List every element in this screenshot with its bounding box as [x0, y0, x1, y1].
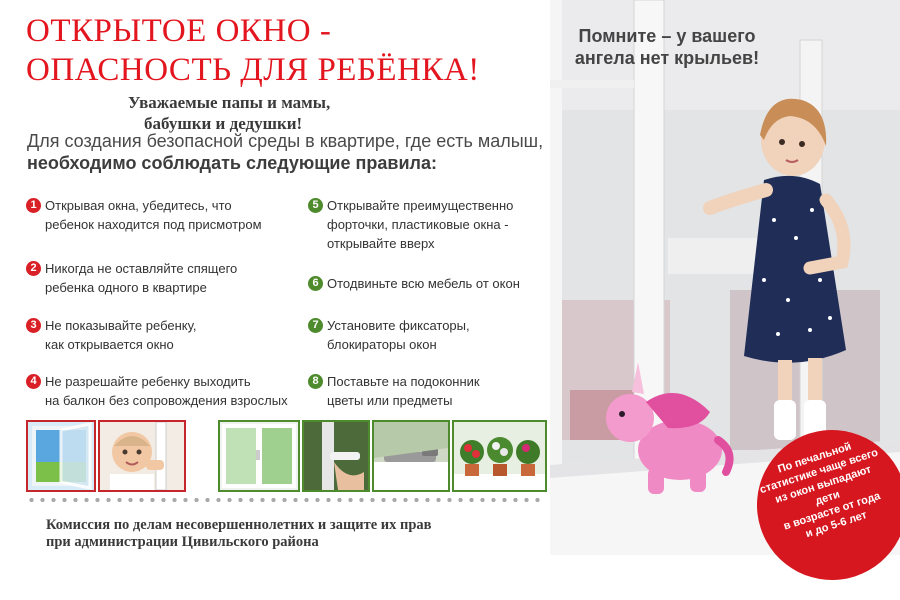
rule-item-2 — [26, 259, 286, 297]
footer-line-2: при администрации Цивильского района — [46, 534, 319, 550]
rule-item-4 — [26, 372, 296, 410]
statistics-badge: По печальной статистике чаще всего из окон выпадают дети в возрасте от года и до 5-6 лет — [737, 410, 900, 599]
rule-item-3 — [26, 316, 286, 354]
footer-line-1: Комиссия по делам несовершеннолетних и защите их прав — [46, 517, 432, 533]
rule-text: Не показывайте ребенку, как открывается окно — [45, 318, 197, 352]
title-line-1: ОТКРЫТОЕ ОКНО - — [26, 13, 332, 49]
rule-number-badge: 3 — [26, 318, 41, 333]
rule-text: Не разрешайте ребенку выходить на балкон без сопровождения взрослых — [45, 374, 288, 408]
intro-text — [27, 130, 547, 174]
poster-title — [26, 12, 546, 90]
flowers-on-windowsill-photo — [452, 420, 547, 492]
rule-text: Поставьте на подоконник цветы или предметы — [327, 374, 480, 408]
rule-number-badge: 4 — [26, 374, 41, 389]
footer-organization — [46, 517, 546, 551]
remember-slogan — [562, 25, 772, 69]
greeting-line-2: бабушки и дедушки! — [144, 114, 303, 133]
dotted-divider — [26, 497, 546, 503]
window-limiter-photo — [372, 420, 450, 492]
rule-item-1 — [26, 196, 286, 234]
greeting — [128, 92, 448, 134]
window-lock-photo — [302, 420, 370, 492]
greeting-line-1: Уважаемые папы и мамы, — [128, 93, 331, 112]
photo-strip-danger — [26, 420, 186, 492]
open-window-photo — [26, 420, 96, 492]
rule-number-badge: 7 — [308, 318, 323, 333]
intro-line-2: необходимо соблюдать следующие правила: — [27, 153, 437, 173]
rule-text: Никогда не оставляйте спящего ребенка одного в квартире — [45, 261, 238, 295]
rule-number-badge: 6 — [308, 276, 323, 291]
rule-item-6 — [308, 274, 548, 293]
rule-item-5 — [308, 196, 548, 253]
photo-strip-safety — [218, 420, 547, 492]
rule-item-7 — [308, 316, 548, 354]
title-line-2: ОПАСНОСТЬ ДЛЯ РЕБЁНКА! — [26, 52, 480, 88]
rule-item-8 — [308, 372, 548, 410]
rule-text: Установите фиксаторы, блокираторы окон — [327, 318, 470, 352]
plastic-window-photo — [218, 420, 300, 492]
rule-text: Отодвиньте всю мебель от окон — [327, 276, 520, 291]
rule-number-badge: 2 — [26, 261, 41, 276]
rule-number-badge: 5 — [308, 198, 323, 213]
baby-at-window-photo — [98, 420, 186, 492]
rule-number-badge: 8 — [308, 374, 323, 389]
rule-text: Открывайте преимущественно форточки, пластиковые окна - открывайте вверх — [327, 198, 514, 251]
rule-number-badge: 1 — [26, 198, 41, 213]
intro-line-1: Для создания безопасной среды в квартире, где есть малыш, — [27, 131, 544, 151]
remember-line-2: ангела нет крыльев! — [574, 48, 760, 68]
rule-text: Открывая окна, убедитесь, что ребенок находится под присмотром — [45, 198, 262, 232]
remember-line-1: Помните – у вашего — [578, 26, 756, 46]
